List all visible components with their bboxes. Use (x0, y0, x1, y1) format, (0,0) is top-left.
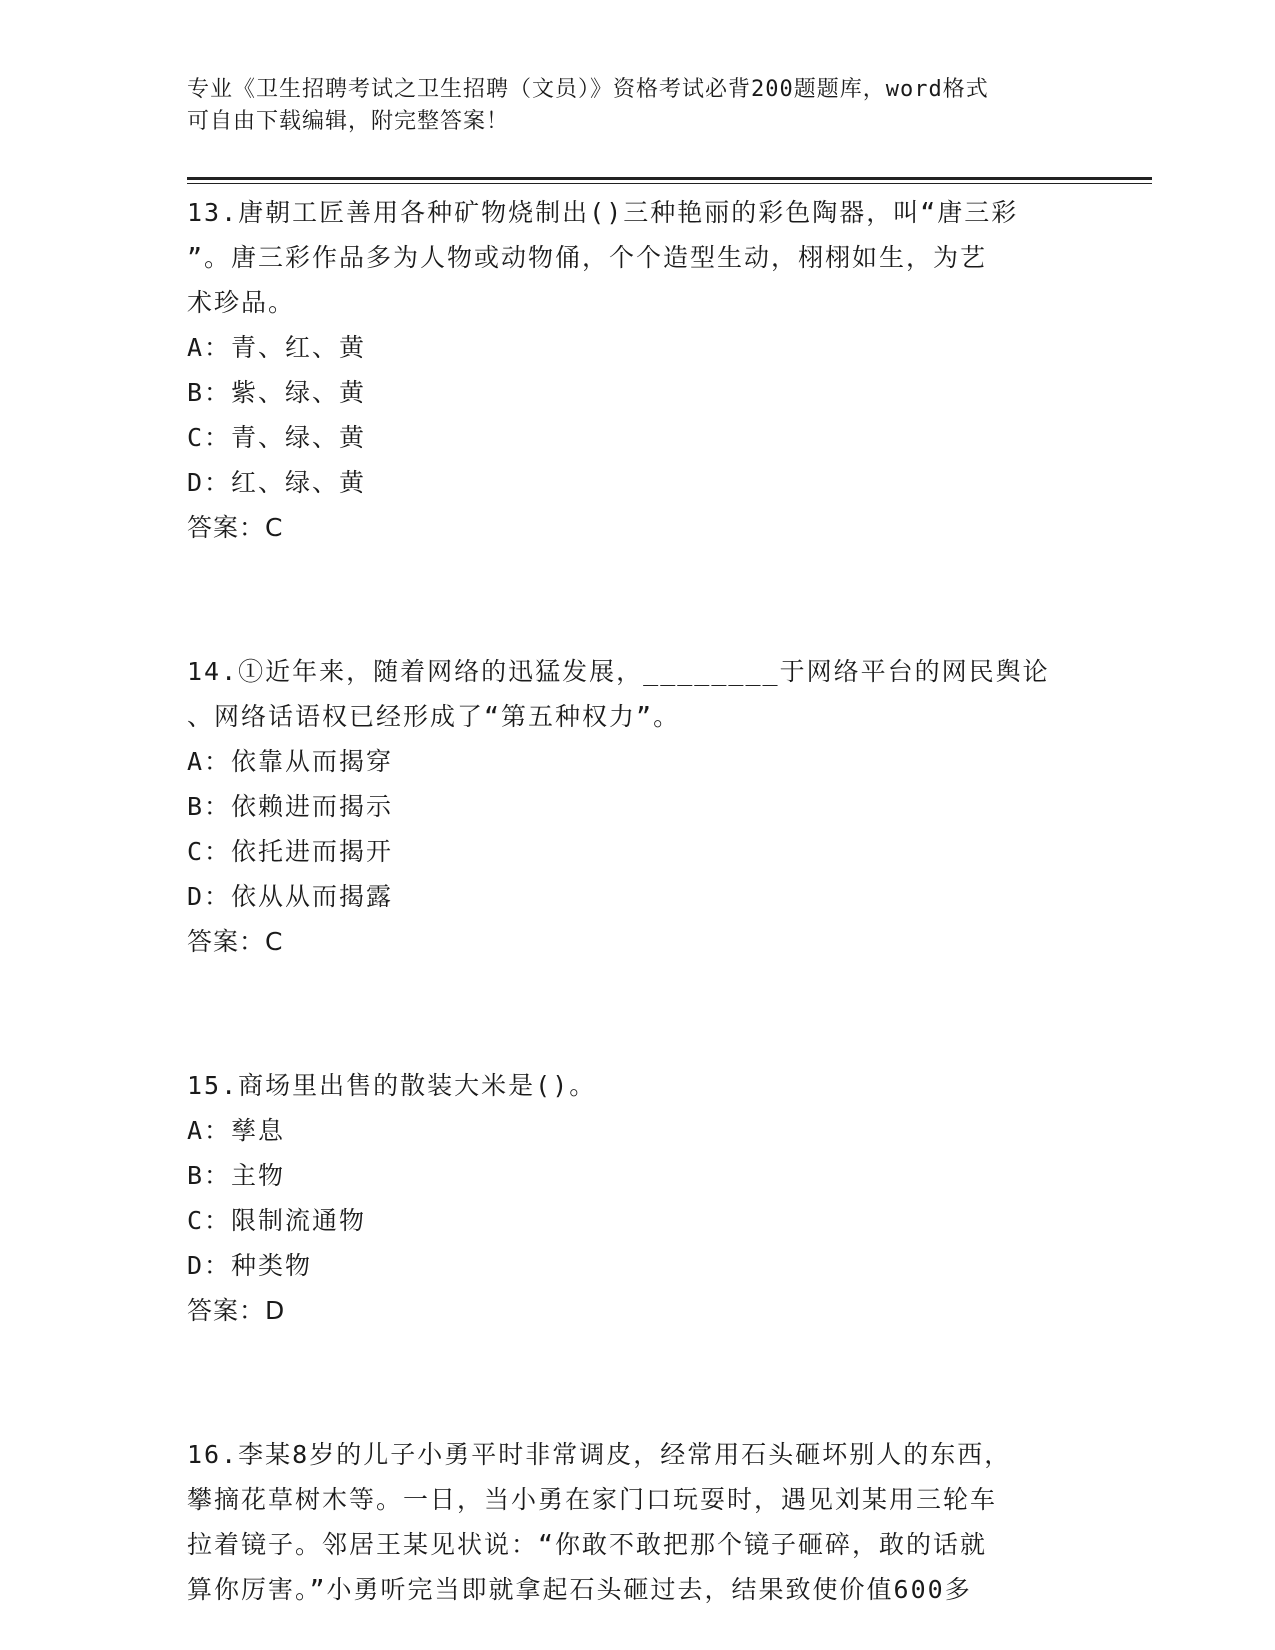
option-d: D：红、绿、黄 (187, 468, 367, 497)
option-d: D：依从从而揭露 (187, 882, 394, 911)
question-16 (187, 1432, 1087, 1612)
header-line-2: 可自由下载编辑，附完整答案！ (187, 109, 510, 134)
option-a: A：青、红、黄 (187, 333, 367, 362)
question-13 (187, 190, 1087, 550)
option-c: C：依托进而揭开 (187, 837, 394, 866)
option-a: A：孳息 (187, 1116, 286, 1145)
option-b: B：主物 (187, 1161, 286, 1190)
question-stem-line: 术珍品。 (187, 288, 296, 317)
question-14 (187, 649, 1087, 964)
question-stem-line: 、网络话语权已经形成了“第五种权力”。 (187, 702, 681, 731)
header-divider-thin (187, 183, 1152, 184)
question-stem-line: 拉着镜子。邻居王某见状说：“你敢不敢把那个镜子砸碎，敢的话就 (187, 1530, 988, 1559)
question-stem-line: 算你厉害。”小勇听完当即就拿起石头砸过去，结果致使价值600多 (187, 1575, 972, 1604)
question-stem-line: 14.①近年来，随着网络的迅猛发展，________于网络平台的网民舆论 (187, 657, 1050, 686)
answer-line: 答案：D (187, 1296, 286, 1325)
question-list (187, 190, 1087, 1612)
question-spacer (187, 550, 1087, 649)
answer-line: 答案：C (187, 513, 284, 542)
option-a: A：依靠从而揭穿 (187, 747, 394, 776)
option-b: B：紫、绿、黄 (187, 378, 367, 407)
answer-line: 答案：C (187, 927, 284, 956)
header-divider-thick (187, 177, 1152, 180)
question-stem-line: ”。唐三彩作品多为人物或动物俑，个个造型生动，栩栩如生，为艺 (187, 243, 988, 272)
option-c: C：限制流通物 (187, 1206, 367, 1235)
question-15 (187, 1063, 1087, 1333)
option-d: D：种类物 (187, 1251, 313, 1280)
question-stem-line: 攀摘花草树木等。一日，当小勇在家门口玩耍时，遇见刘某用三轮车 (187, 1485, 998, 1514)
question-stem-line: 15.商场里出售的散装大米是()。 (187, 1071, 597, 1100)
header-line-1: 专业《卫生招聘考试之卫生招聘（文员）》资格考试必背200题题库，word格式 (187, 77, 989, 102)
document-header (187, 74, 1067, 138)
question-stem-line: 13.唐朝工匠善用各种矿物烧制出()三种艳丽的彩色陶器，叫“唐三彩 (187, 198, 1019, 227)
question-stem-line: 16.李某8岁的儿子小勇平时非常调皮，经常用石头砸坏别人的东西， (187, 1440, 1012, 1469)
question-spacer (187, 1333, 1087, 1432)
option-b: B：依赖进而揭示 (187, 792, 394, 821)
option-c: C：青、绿、黄 (187, 423, 367, 452)
question-spacer (187, 964, 1087, 1063)
